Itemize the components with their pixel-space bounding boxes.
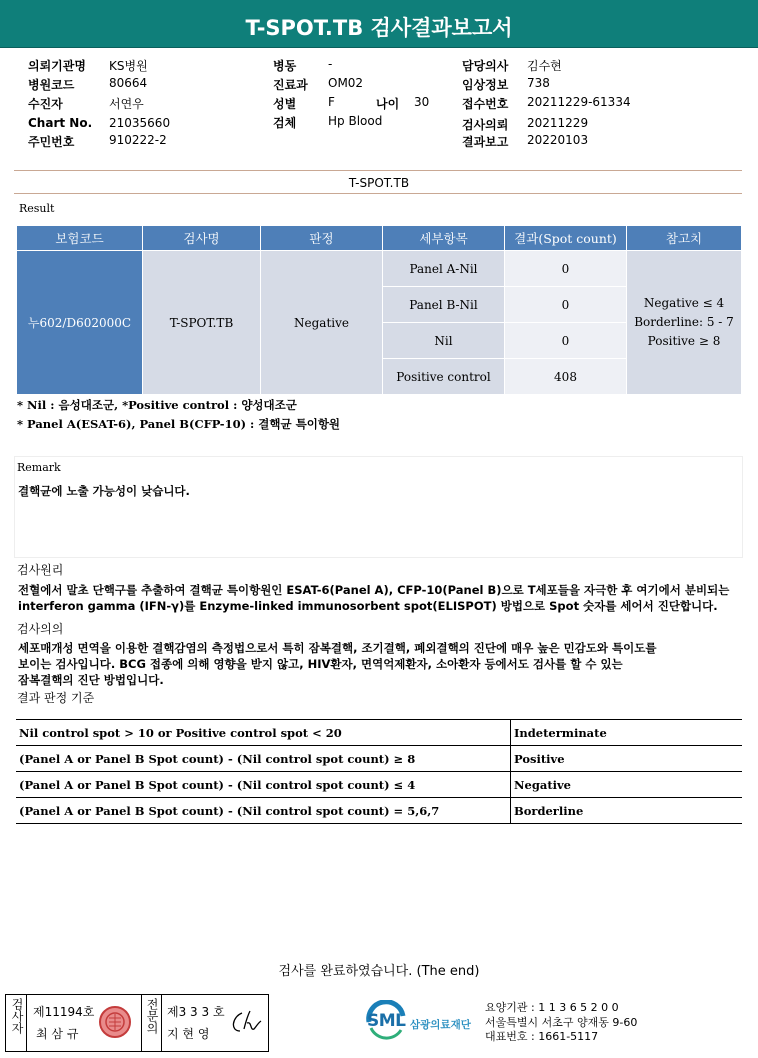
criteria-result: Indeterminate (511, 720, 743, 746)
remark-label: Remark (17, 461, 61, 474)
text-line: interferon gamma (IFN-γ)를 Enzyme-linked immunosorbent spot(ELISPOT) 방법으로 Spot 숫자를 세어서 진단합니다. (18, 599, 718, 613)
info-label: 임상정보 (462, 78, 509, 92)
info-label: 의뢰기관명 (28, 59, 86, 73)
info-label: 성별 (273, 97, 297, 111)
doctor-label: 전문의 (145, 998, 159, 1034)
org-logo (365, 1000, 505, 1044)
note-line: * Nil : 음성대조군, *Positive control : 양성대조군 (17, 398, 297, 412)
table-header: 판정 (261, 226, 382, 250)
note-line: * Panel A(ESAT-6), Panel B(CFP-10) : 결핵균 특이항원 (17, 417, 341, 431)
end-text: 검사를 완료하였습니다. (The end) (278, 964, 480, 979)
criteria-result: Negative (511, 772, 743, 798)
info-label: 검사의뢰 (462, 118, 509, 132)
org-info (485, 1001, 637, 1045)
info-label: 주민번호 (28, 135, 75, 149)
info-value: 21035660 (109, 116, 171, 130)
info-value: 서연우 (109, 97, 144, 111)
item-value: 408 (505, 359, 626, 394)
table-row (16, 720, 742, 746)
criteria-result: Borderline (511, 798, 743, 824)
report-title: T-SPOT.TB 검사결과보고서 (0, 0, 758, 48)
tester-number: 제11194호 (33, 1005, 95, 1019)
item-value: 0 (505, 287, 626, 322)
info-label: Chart No. (28, 116, 93, 130)
info-label: 병동 (273, 59, 297, 73)
reference-line: Positive ≥ 8 (647, 334, 721, 348)
table-row (16, 772, 742, 798)
tester-seal-icon (98, 1005, 132, 1039)
table-header: 검사명 (143, 226, 260, 250)
result-table (16, 225, 742, 395)
info-value: 20211229-61334 (527, 95, 631, 109)
item-name: Positive control (383, 359, 504, 394)
remark-box (14, 456, 743, 558)
table-row (16, 746, 742, 772)
org-name: 삼광의료재단 (410, 1019, 471, 1031)
table-row (16, 798, 742, 824)
info-label: 담당의사 (462, 59, 509, 73)
text-line: 세포매개성 면역을 이용한 결핵감염의 측정법으로서 특히 잠복결핵, 조기결핵, 폐외결핵의 진단에 매우 높은 민감도와 특이도를 (18, 641, 657, 655)
info-value: 20220103 (527, 133, 589, 147)
table-header: 보험코드 (17, 226, 142, 250)
criteria-label: 결과 판정 기준 (17, 691, 95, 705)
criteria-table (16, 719, 742, 824)
info-label: 병원코드 (28, 78, 75, 92)
org-line: 요양기관 : 1 1 3 6 5 2 0 0 (485, 1001, 619, 1014)
info-label: 접수번호 (462, 97, 509, 111)
judgement: Negative (261, 251, 382, 394)
criteria-condition: (Panel A or Panel B Spot count) - (Nil control spot count) ≤ 4 (16, 772, 511, 798)
info-value: 738 (527, 76, 550, 90)
text-line: 잠복결핵의 진단 방법입니다. (18, 673, 164, 687)
item-name: Panel A-Nil (383, 251, 504, 286)
table-header: 세부항목 (383, 226, 504, 250)
info-value: KS병원 (109, 59, 148, 73)
remark-text: 결핵균에 노출 가능성이 낮습니다. (18, 484, 190, 498)
significance-label: 검사의의 (17, 622, 64, 636)
doctor-number: 제3 3 3 호 (167, 1005, 225, 1019)
info-value: 30 (414, 95, 430, 109)
significance-text (18, 640, 742, 688)
info-label: 수진자 (28, 97, 63, 111)
signature-box (5, 994, 269, 1052)
org-line: 대표번호 : 1661-5117 (485, 1030, 599, 1043)
criteria-condition: (Panel A or Panel B Spot count) - (Nil control spot count) ≥ 8 (16, 746, 511, 772)
insurance-code: 누602/D602000C (17, 251, 142, 394)
info-value: - (328, 57, 333, 71)
principle-text (18, 582, 742, 614)
info-value: 80664 (109, 76, 148, 90)
principle-label: 검사원리 (17, 563, 64, 577)
tester-name: 최 삼 규 (36, 1027, 79, 1041)
item-name: Panel B-Nil (383, 287, 504, 322)
reference-line: Borderline: 5 - 7 (634, 315, 734, 329)
info-label: 나이 (376, 97, 400, 111)
doctor-signature-icon (228, 1007, 264, 1039)
info-value: 910222-2 (109, 133, 167, 147)
info-label: 검체 (273, 116, 297, 130)
info-label: 진료과 (273, 78, 308, 92)
criteria-condition: (Panel A or Panel B Spot count) - (Nil control spot count) = 5,6,7 (16, 798, 511, 824)
item-name: Nil (383, 323, 504, 358)
test-name: T-SPOT.TB (143, 251, 260, 394)
item-value: 0 (505, 323, 626, 358)
criteria-condition: Nil control spot > 10 or Positive control spot < 20 (16, 720, 511, 746)
item-value: 0 (505, 251, 626, 286)
info-value: OM02 (328, 76, 364, 90)
org-line: 서울특별시 서초구 양재동 9-60 (485, 1015, 638, 1029)
info-value: 20211229 (527, 116, 589, 130)
text-line: 보이는 검사입니다. BCG 접종에 의해 영향을 받지 않고, HIV환자, 면역억제환자, 소아환자 등에서도 검사를 할 수 있는 (18, 657, 623, 671)
divider (14, 193, 742, 194)
info-value: 김수현 (527, 59, 562, 73)
section-title: T-SPOT.TB (348, 176, 410, 190)
info-label: 결과보고 (462, 135, 509, 149)
tester-label: 검사자 (10, 998, 24, 1034)
criteria-result: Positive (511, 746, 743, 772)
divider (14, 170, 742, 171)
info-value: Hp Blood (328, 114, 383, 128)
text-line: 전혈에서 말초 단핵구를 추출하여 결핵균 특이항원인 ESAT-6(Panel A), CFP-10(Panel B)으로 T세포들을 자극한 후 여기에서 분비되는 (18, 583, 730, 597)
logo-text: SML (367, 1011, 406, 1031)
reference-line: Negative ≤ 4 (643, 296, 725, 310)
reference-range (627, 251, 741, 394)
table-header: 결과(Spot count) (505, 226, 626, 250)
result-label: Result (19, 202, 55, 215)
table-header: 참고치 (627, 226, 741, 250)
doctor-name: 지 현 영 (167, 1027, 210, 1041)
info-value: F (328, 95, 335, 109)
